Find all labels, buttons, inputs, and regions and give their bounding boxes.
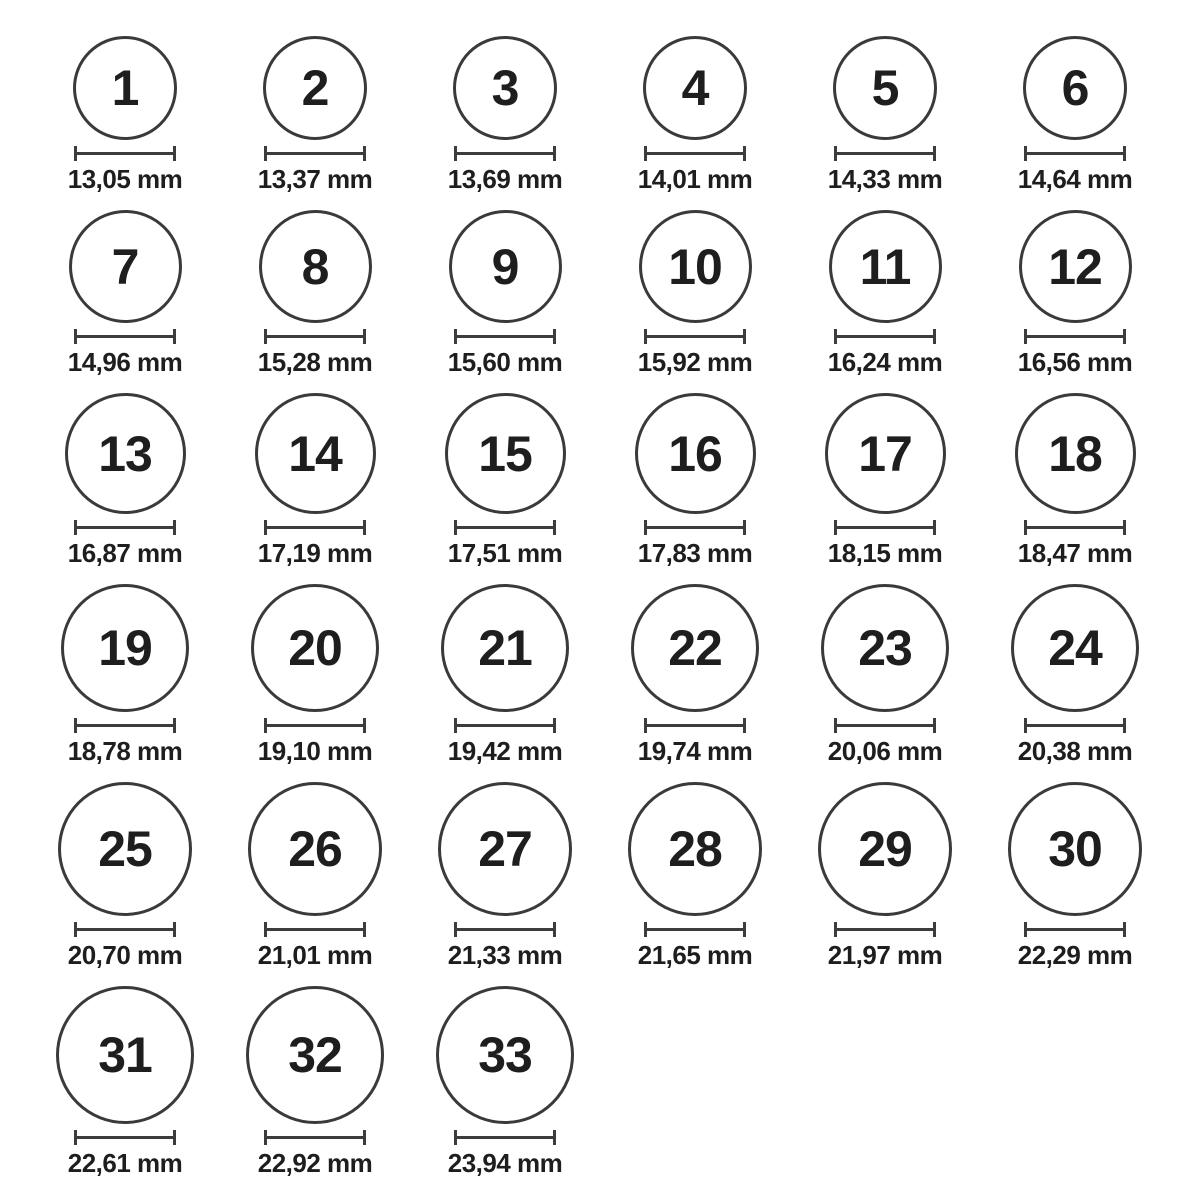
diameter-measure-line xyxy=(834,718,936,733)
ring-size-item xyxy=(30,36,220,194)
ring-size-item xyxy=(980,393,1170,568)
ring-circle xyxy=(248,782,382,916)
ring-diameter-label: 18,15 mm xyxy=(827,538,943,568)
ring-circle xyxy=(69,210,182,323)
ring-circle xyxy=(73,36,177,140)
ring-diameter-label: 13,69 mm xyxy=(447,164,563,194)
ring-size-number: 15 xyxy=(478,425,532,482)
ring-diameter-label: 21,65 mm xyxy=(637,940,753,970)
ring-diameter-label: 17,51 mm xyxy=(447,538,563,568)
ring-size-item xyxy=(600,210,790,377)
ring-size-item xyxy=(30,782,220,970)
diameter-measure-line xyxy=(834,922,936,937)
diameter-measure-line xyxy=(644,718,746,733)
ring-size-item xyxy=(220,210,410,377)
ring-diameter-label: 17,19 mm xyxy=(257,538,373,568)
ring-diameter-label: 20,06 mm xyxy=(827,736,943,766)
diameter-measure-line xyxy=(1024,146,1126,161)
ring-size-item xyxy=(410,36,600,194)
ring-size-number: 10 xyxy=(668,238,722,295)
diameter-measure-line xyxy=(74,718,176,733)
ring-size-number: 20 xyxy=(288,620,342,676)
ring-size-item xyxy=(220,782,410,970)
ring-circle xyxy=(639,210,752,323)
diameter-measure-line xyxy=(834,520,936,535)
ring-size-item xyxy=(980,210,1170,377)
ring-diameter-label: 16,56 mm xyxy=(1017,347,1133,377)
ring-circle xyxy=(1023,36,1127,140)
ring-size-item xyxy=(410,584,600,766)
diameter-measure-line xyxy=(264,146,366,161)
ring-diameter-label: 19,10 mm xyxy=(257,736,373,766)
ring-size-item xyxy=(220,986,410,1178)
ring-diameter-label: 22,92 mm xyxy=(257,1148,373,1178)
ring-size-number: 27 xyxy=(478,821,532,877)
ring-size-item xyxy=(980,584,1170,766)
ring-size-item xyxy=(410,782,600,970)
ring-diameter-label: 13,05 mm xyxy=(67,164,183,194)
ring-size-number: 32 xyxy=(288,1027,342,1083)
ring-size-item xyxy=(220,393,410,568)
ring-size-number: 26 xyxy=(288,821,342,877)
diameter-measure-line xyxy=(1024,922,1126,937)
ring-circle xyxy=(1008,782,1142,916)
empty-cell xyxy=(790,986,980,1178)
ring-size-row xyxy=(30,584,1170,766)
ring-circle xyxy=(449,210,562,323)
ring-circle xyxy=(1011,584,1139,712)
ring-size-number: 30 xyxy=(1048,821,1102,877)
ring-diameter-label: 17,83 mm xyxy=(637,538,753,568)
ring-size-item xyxy=(790,393,980,568)
ring-size-number: 19 xyxy=(98,620,152,676)
diameter-measure-line xyxy=(74,146,176,161)
ring-size-number: 13 xyxy=(98,425,152,482)
ring-size-item xyxy=(790,36,980,194)
ring-diameter-label: 13,37 mm xyxy=(257,164,373,194)
ring-size-item xyxy=(980,782,1170,970)
diameter-measure-line xyxy=(834,146,936,161)
diameter-measure-line xyxy=(644,922,746,937)
ring-diameter-label: 18,78 mm xyxy=(67,736,183,766)
ring-diameter-label: 18,47 mm xyxy=(1017,538,1133,568)
diameter-measure-line xyxy=(454,922,556,937)
ring-size-number: 24 xyxy=(1048,620,1102,676)
ring-size-number: 1 xyxy=(111,60,139,116)
ring-size-number: 16 xyxy=(668,425,722,482)
ring-size-number: 4 xyxy=(681,60,709,116)
diameter-measure-line xyxy=(644,329,746,344)
ring-circle xyxy=(829,210,942,323)
ring-size-item xyxy=(220,36,410,194)
ring-diameter-label: 20,70 mm xyxy=(67,940,183,970)
ring-diameter-label: 15,92 mm xyxy=(637,347,753,377)
ring-size-number: 21 xyxy=(478,620,532,676)
ring-size-item xyxy=(790,584,980,766)
ring-size-item xyxy=(220,584,410,766)
diameter-measure-line xyxy=(644,146,746,161)
ring-circle xyxy=(436,986,574,1124)
ring-size-row xyxy=(30,986,1170,1178)
ring-circle xyxy=(635,393,756,514)
diameter-measure-line xyxy=(74,329,176,344)
ring-size-number: 5 xyxy=(871,60,899,116)
ring-diameter-label: 19,42 mm xyxy=(447,736,563,766)
empty-cell xyxy=(600,986,790,1178)
ring-size-number: 2 xyxy=(301,60,329,116)
ring-size-number: 9 xyxy=(491,238,519,295)
ring-size-item xyxy=(30,210,220,377)
ring-circle xyxy=(825,393,946,514)
ring-size-number: 18 xyxy=(1048,425,1102,482)
ring-circle xyxy=(643,36,747,140)
ring-diameter-label: 16,87 mm xyxy=(67,538,183,568)
ring-size-row xyxy=(30,210,1170,377)
ring-size-number: 23 xyxy=(858,620,912,676)
diameter-measure-line xyxy=(74,1130,176,1145)
ring-diameter-label: 22,61 mm xyxy=(67,1148,183,1178)
ring-circle xyxy=(61,584,189,712)
diameter-measure-line xyxy=(454,146,556,161)
ring-size-item xyxy=(600,393,790,568)
ring-circle xyxy=(246,986,384,1124)
ring-circle xyxy=(255,393,376,514)
ring-size-item xyxy=(790,782,980,970)
ring-size-number: 29 xyxy=(858,821,912,877)
ring-size-number: 31 xyxy=(98,1027,152,1083)
diameter-measure-line xyxy=(74,922,176,937)
ring-circle xyxy=(1015,393,1136,514)
ring-size-number: 3 xyxy=(491,60,519,116)
empty-cell xyxy=(980,986,1170,1178)
ring-circle xyxy=(631,584,759,712)
ring-circle xyxy=(1019,210,1132,323)
ring-diameter-label: 23,94 mm xyxy=(447,1148,563,1178)
ring-size-number: 25 xyxy=(98,821,152,877)
ring-size-number: 17 xyxy=(858,425,912,482)
ring-size-number: 14 xyxy=(288,425,342,482)
ring-diameter-label: 21,33 mm xyxy=(447,940,563,970)
ring-diameter-label: 20,38 mm xyxy=(1017,736,1133,766)
ring-size-number: 6 xyxy=(1061,60,1089,116)
ring-circle xyxy=(818,782,952,916)
ring-circle xyxy=(441,584,569,712)
ring-circle xyxy=(259,210,372,323)
diameter-measure-line xyxy=(1024,329,1126,344)
ring-size-item xyxy=(410,986,600,1178)
diameter-measure-line xyxy=(454,718,556,733)
ring-size-item xyxy=(980,36,1170,194)
ring-size-row xyxy=(30,393,1170,568)
ring-size-item xyxy=(600,36,790,194)
ring-size-number: 12 xyxy=(1048,238,1102,295)
diameter-measure-line xyxy=(1024,520,1126,535)
ring-circle xyxy=(56,986,194,1124)
ring-size-row xyxy=(30,782,1170,970)
ring-size-number: 28 xyxy=(668,821,722,877)
ring-size-number: 8 xyxy=(301,238,329,295)
diameter-measure-line xyxy=(454,1130,556,1145)
diameter-measure-line xyxy=(1024,718,1126,733)
ring-size-item xyxy=(30,584,220,766)
ring-circle xyxy=(833,36,937,140)
diameter-measure-line xyxy=(454,329,556,344)
ring-size-number: 11 xyxy=(859,238,911,295)
ring-size-item xyxy=(600,782,790,970)
diameter-measure-line xyxy=(264,520,366,535)
ring-diameter-label: 14,64 mm xyxy=(1017,164,1133,194)
diameter-measure-line xyxy=(264,1130,366,1145)
ring-size-item xyxy=(410,210,600,377)
ring-circle xyxy=(445,393,566,514)
ring-size-item xyxy=(30,393,220,568)
ring-diameter-label: 19,74 mm xyxy=(637,736,753,766)
ring-size-row xyxy=(30,36,1170,194)
ring-circle xyxy=(628,782,762,916)
ring-diameter-label: 21,01 mm xyxy=(257,940,373,970)
ring-circle xyxy=(251,584,379,712)
ring-diameter-label: 14,01 mm xyxy=(637,164,753,194)
diameter-measure-line xyxy=(264,718,366,733)
diameter-measure-line xyxy=(264,922,366,937)
diameter-measure-line xyxy=(834,329,936,344)
diameter-measure-line xyxy=(644,520,746,535)
diameter-measure-line xyxy=(264,329,366,344)
diameter-measure-line xyxy=(74,520,176,535)
ring-circle xyxy=(58,782,192,916)
ring-size-item xyxy=(30,986,220,1178)
ring-circle xyxy=(65,393,186,514)
ring-circle xyxy=(821,584,949,712)
ring-diameter-label: 16,24 mm xyxy=(827,347,943,377)
ring-diameter-label: 15,60 mm xyxy=(447,347,563,377)
ring-size-item xyxy=(600,584,790,766)
ring-circle xyxy=(453,36,557,140)
ring-diameter-label: 14,96 mm xyxy=(67,347,183,377)
ring-size-item xyxy=(410,393,600,568)
ring-size-item xyxy=(790,210,980,377)
ring-diameter-label: 21,97 mm xyxy=(827,940,943,970)
ring-size-number: 7 xyxy=(111,238,139,295)
ring-diameter-label: 14,33 mm xyxy=(827,164,943,194)
ring-diameter-label: 22,29 mm xyxy=(1017,940,1133,970)
ring-circle xyxy=(438,782,572,916)
diameter-measure-line xyxy=(454,520,556,535)
ring-size-number: 22 xyxy=(668,620,722,676)
ring-diameter-label: 15,28 mm xyxy=(257,347,373,377)
ring-circle xyxy=(263,36,367,140)
ring-size-number: 33 xyxy=(478,1027,532,1083)
